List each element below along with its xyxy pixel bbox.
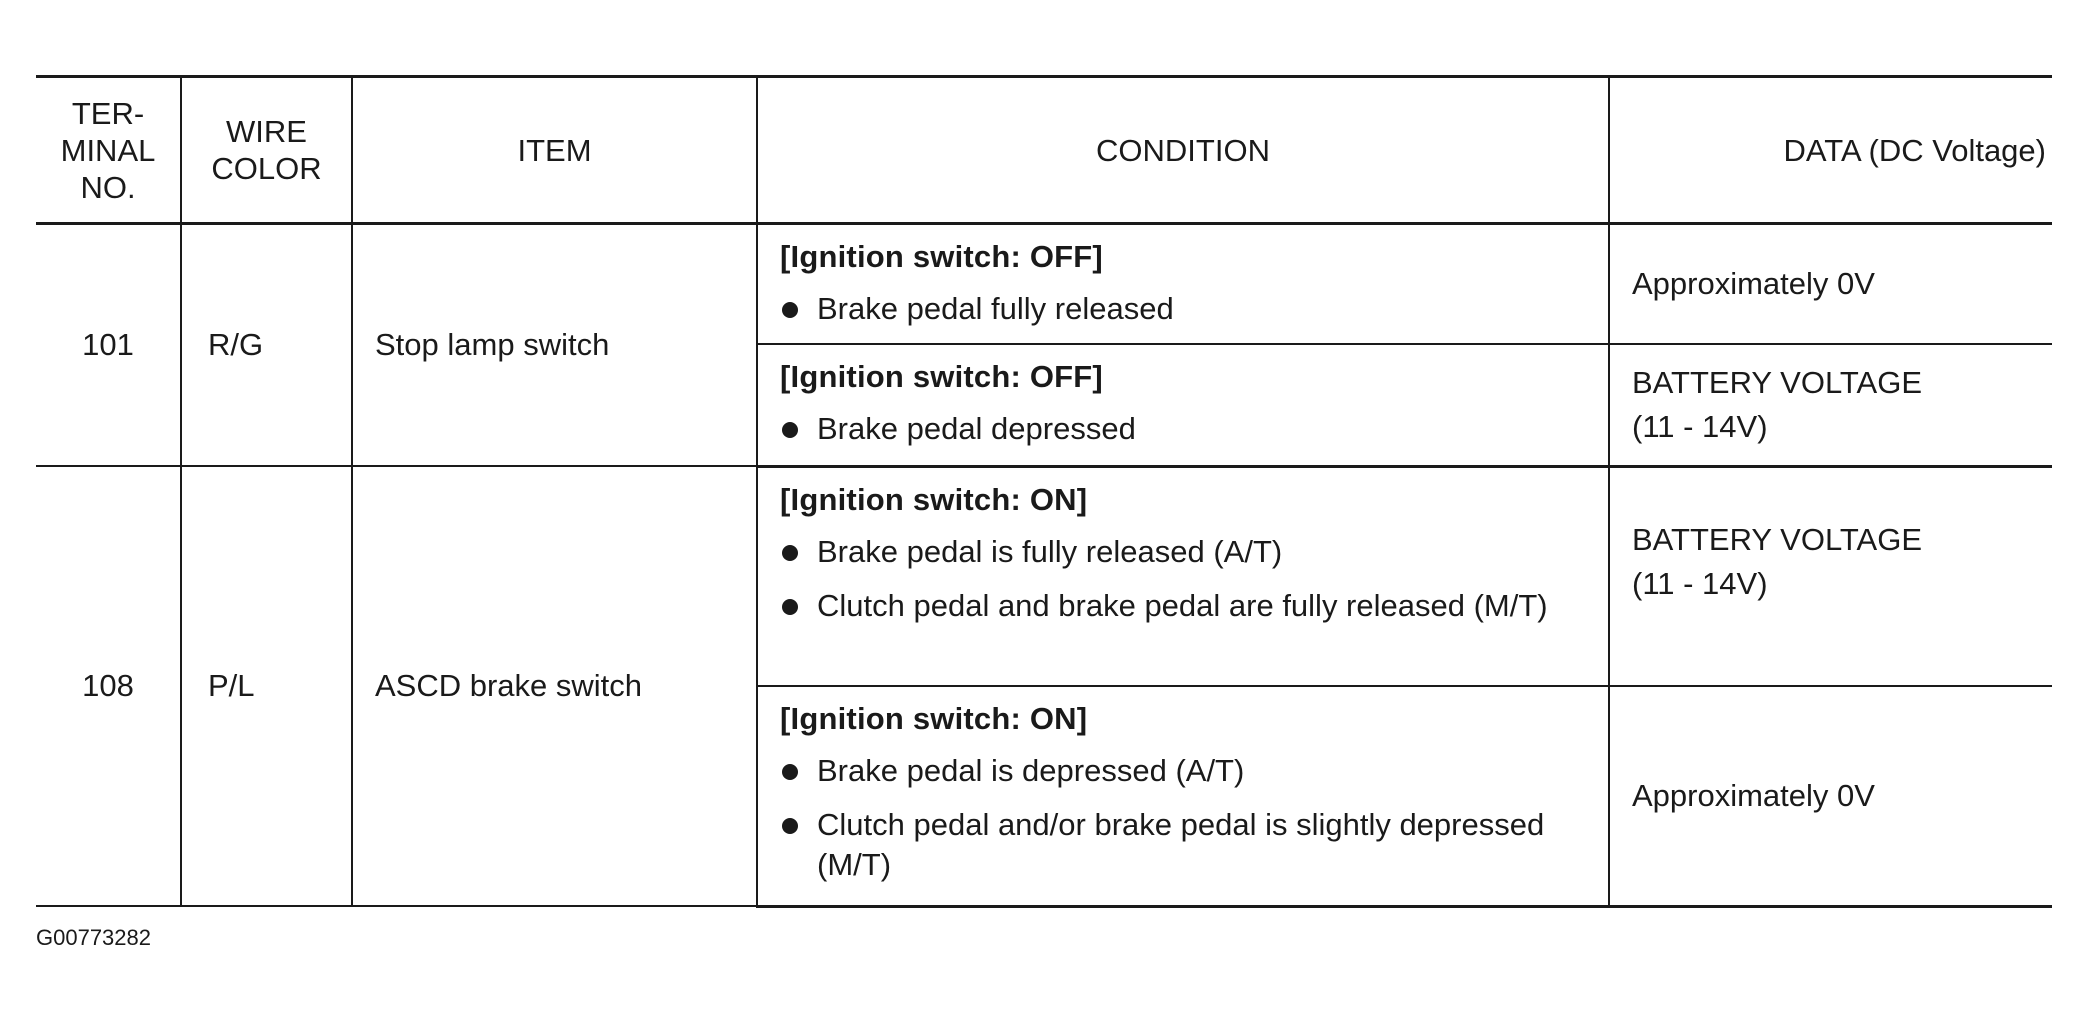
bullet-icon (782, 599, 798, 615)
data-value (1609, 224, 2052, 345)
condition-heading: [Ignition switch: ON] (780, 701, 1088, 736)
data-value-line: Approximately 0V (1632, 266, 1875, 301)
item-name: ASCD brake switch (352, 466, 757, 906)
data-value-line: Approximately 0V (1632, 777, 1875, 813)
condition-bullet (780, 751, 1588, 791)
condition-bullet-text: Brake pedal is fully released (A/T) (817, 533, 1283, 569)
header-wire-color (181, 77, 352, 224)
header-terminal-line: MINAL (60, 132, 156, 168)
data-value (1609, 686, 2052, 906)
table-header-row (36, 77, 2052, 224)
condition-bullet (780, 805, 1588, 885)
wire-color: R/G (181, 224, 352, 467)
table-row (36, 224, 2052, 345)
condition-bullet-text: Clutch pedal and brake pedal are fully released (M/T) (817, 587, 1548, 623)
condition-cell (757, 466, 1609, 686)
header-condition: CONDITION (757, 77, 1609, 224)
data-value (1609, 466, 2052, 686)
condition-bullet (780, 409, 1588, 449)
header-terminal-line: TER- (71, 95, 145, 131)
terminal-data-table (36, 75, 2052, 908)
terminal-number: 108 (36, 466, 181, 906)
condition-heading: [Ignition switch: OFF] (780, 239, 1103, 274)
header-wire-line: WIRE (226, 114, 307, 149)
header-item: ITEM (352, 77, 757, 224)
condition-bullet-text: Clutch pedal and/or brake pedal is slightly depressed (M/T) (817, 807, 1545, 882)
condition-cell (757, 344, 1609, 466)
data-value-line: (11 - 14V) (1632, 565, 1768, 601)
header-data: DATA (DC Voltage) (1609, 77, 2052, 224)
header-wire-line: COLOR (211, 151, 322, 186)
condition-bullet-text: Brake pedal fully released (817, 291, 1174, 326)
condition-bullet (780, 289, 1588, 329)
bullet-icon (782, 545, 798, 561)
header-terminal-line: NO. (80, 169, 136, 205)
wire-color: P/L (181, 466, 352, 906)
data-value-line: BATTERY VOLTAGE (1632, 521, 1922, 557)
bullet-icon (782, 422, 798, 438)
condition-bullet (780, 586, 1588, 626)
header-terminal-no (36, 77, 181, 224)
item-name: Stop lamp switch (352, 224, 757, 467)
condition-bullet-text: Brake pedal depressed (817, 411, 1136, 446)
condition-cell (757, 686, 1609, 906)
figure-code: G00773282 (36, 925, 151, 950)
condition-cell (757, 224, 1609, 345)
terminal-number: 101 (36, 224, 181, 467)
data-value-line: (11 - 14V) (1632, 408, 1768, 444)
data-value (1609, 344, 2052, 466)
condition-bullet (780, 532, 1588, 572)
table-row (36, 466, 2052, 686)
bullet-icon (782, 764, 798, 780)
condition-bullet-text: Brake pedal is depressed (A/T) (817, 753, 1245, 788)
bullet-icon (782, 818, 798, 834)
condition-heading: [Ignition switch: OFF] (780, 359, 1103, 394)
data-value-line: BATTERY VOLTAGE (1632, 364, 1922, 400)
bullet-icon (782, 302, 798, 318)
condition-heading: [Ignition switch: ON] (780, 481, 1088, 517)
